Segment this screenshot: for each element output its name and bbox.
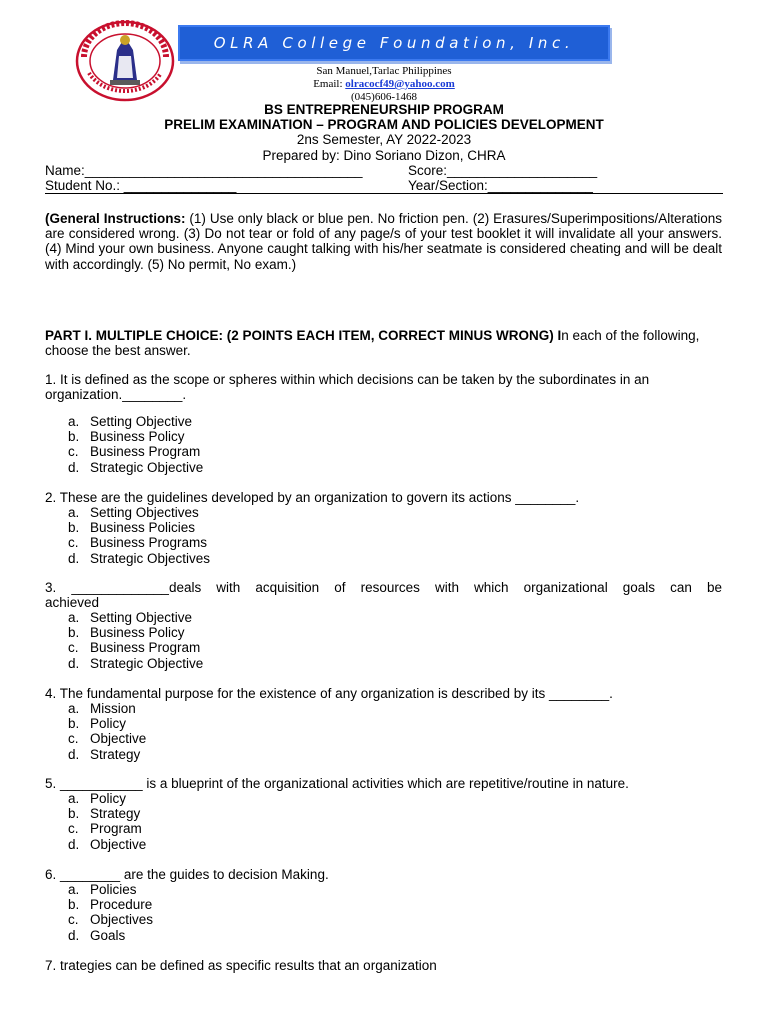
option-label: Program	[90, 821, 142, 837]
option[interactable]	[68, 460, 203, 475]
option-letter: b.	[68, 897, 80, 913]
option-letter: c.	[68, 640, 79, 656]
option-label: Mission	[90, 701, 136, 716]
program-title: BS ENTREPRENEURSHIP PROGRAM	[264, 102, 504, 117]
question-2: 2. These are the guidelines developed by an organization to govern its actions ________.	[45, 490, 580, 505]
option-letter: b.	[68, 806, 80, 822]
option-label: Objectives	[90, 912, 154, 928]
option-label: Strategy	[90, 806, 141, 822]
option[interactable]	[68, 414, 203, 429]
option[interactable]	[68, 897, 153, 912]
option-label: Strategic Objectives	[90, 550, 211, 566]
exam-title: PRELIM EXAMINATION – PROGRAM AND POLICIES DEVELOPMENT	[164, 117, 604, 132]
option-label: Setting Objective	[90, 610, 193, 625]
option-letter: a.	[68, 701, 80, 716]
question-1-options	[68, 414, 203, 475]
college-name: OLRA College Foundation, Inc.	[213, 34, 575, 52]
option[interactable]	[68, 882, 153, 897]
option-label: Policy	[90, 791, 127, 806]
option-letter: d.	[68, 459, 80, 475]
question-3-line-2: achieved	[45, 595, 100, 610]
phone: (045)606-1468	[351, 91, 417, 103]
question-5: 5. ___________ is a blueprint of the organizational activities which are repetitive/routine in nature.	[45, 776, 629, 791]
option-label: Policy	[90, 716, 127, 732]
name-field[interactable]: Name:_____________________________________	[45, 163, 363, 178]
option[interactable]	[68, 551, 210, 566]
option-letter: b.	[68, 625, 80, 641]
option[interactable]	[68, 791, 146, 806]
option-letter: a.	[68, 505, 80, 520]
option[interactable]	[68, 806, 146, 821]
question-6: 6. ________ are the guides to decision Making.	[45, 867, 329, 882]
option-letter: c.	[68, 731, 79, 747]
prepared-by: Prepared by: Dino Soriano Dizon, CHRA	[262, 148, 506, 163]
option-label: Policies	[90, 882, 137, 897]
question-4: 4. The fundamental purpose for the existence of any organization is described by its ________.	[45, 686, 613, 701]
option[interactable]	[68, 821, 146, 836]
option-label: Business Programs	[90, 535, 208, 551]
year-section-field[interactable]: Year/Section:______________	[408, 178, 593, 193]
option[interactable]	[68, 716, 146, 731]
question-1: 1. It is defined as the scope or spheres within which decisions can be taken by the subordinates in an organization.________.	[45, 372, 650, 403]
part1-heading	[45, 328, 722, 358]
option-letter: d.	[68, 550, 80, 566]
header-divider	[45, 193, 723, 194]
option-letter: a.	[68, 610, 80, 625]
option[interactable]	[68, 928, 153, 943]
option-letter: b.	[68, 716, 80, 732]
option-label: Setting Objective	[90, 414, 193, 429]
option[interactable]	[68, 747, 146, 762]
instructions-text: (1) Use only black or blue pen. No friction pen. (2) Erasures/Superimpositions/Alterations are considered wrong. (3) Do not tear or fold of any page/s of your test booklet it will invalidate all your answers. (4) Mind your own business. Anyone caught talking with his/her seatmate is considered cheating and will be dealt with accordingly. (5) No permit, No exam.)	[45, 211, 722, 272]
option[interactable]	[68, 731, 146, 746]
option[interactable]	[68, 837, 146, 852]
question-2-options	[68, 505, 210, 566]
option-label: Procedure	[90, 897, 153, 913]
option-letter: a.	[68, 882, 80, 897]
semester: 2ns Semester, AY 2022-2023	[296, 132, 472, 147]
option-letter: d.	[68, 655, 80, 671]
email-line	[250, 78, 518, 91]
option-letter: c.	[68, 444, 79, 460]
option[interactable]	[68, 610, 203, 625]
question-4-options	[68, 701, 146, 762]
part1-title: PART I. MULTIPLE CHOICE: (2 POINTS EACH ITEM, CORRECT MINUS WRONG) I	[45, 328, 562, 343]
email-label: Email:	[313, 78, 346, 90]
option-letter: c.	[68, 912, 79, 928]
score-field[interactable]: Score:____________________	[408, 163, 598, 178]
option[interactable]	[68, 444, 203, 459]
address: San Manuel,Tarlac Philippines	[316, 65, 452, 77]
general-instructions	[45, 211, 722, 272]
option[interactable]	[68, 505, 210, 520]
question-3-line-1: 3. _____________deals with acquisition of resources with which organizational goals can be	[45, 580, 722, 595]
option-letter: d.	[68, 746, 80, 762]
option-label: Business Policy	[90, 429, 185, 445]
question-6-options	[68, 882, 153, 943]
question-3-options	[68, 610, 203, 671]
option[interactable]	[68, 912, 153, 927]
option-label: Business Program	[90, 640, 201, 656]
option[interactable]	[68, 701, 146, 716]
option-letter: d.	[68, 927, 80, 943]
option-letter: b.	[68, 520, 80, 536]
option[interactable]	[68, 520, 210, 535]
option-label: Business Policy	[90, 625, 185, 641]
option-letter: a.	[68, 791, 80, 806]
option[interactable]	[68, 640, 203, 655]
option-letter: a.	[68, 414, 80, 429]
college-name-banner	[178, 25, 610, 61]
option-label: Strategic Objective	[90, 459, 204, 475]
option-label: Objective	[90, 836, 147, 852]
option-label: Business Program	[90, 444, 201, 460]
option-letter: c.	[68, 535, 79, 551]
option-label: Goals	[90, 927, 126, 943]
option-letter: b.	[68, 429, 80, 445]
option[interactable]	[68, 656, 203, 671]
option-label: Business Policies	[90, 520, 196, 536]
option-label: Strategy	[90, 746, 141, 762]
question-5-options	[68, 791, 146, 852]
option[interactable]	[68, 625, 203, 640]
option-label: Setting Objectives	[90, 505, 199, 520]
option-letter: d.	[68, 836, 80, 852]
college-seal-logo	[75, 20, 175, 102]
email-link[interactable]: olracocf49@yahoo.com	[345, 78, 455, 90]
option[interactable]	[68, 535, 210, 550]
part1-text: n each of the following, choose the best answer.	[45, 328, 700, 359]
option-label: Objective	[90, 731, 147, 747]
student-no-field[interactable]: Student No.: _______________	[45, 178, 237, 193]
option-label: Strategic Objective	[90, 655, 204, 671]
option[interactable]	[68, 429, 203, 444]
instructions-label: (General Instructions:	[45, 211, 186, 226]
option-letter: c.	[68, 821, 79, 837]
question-7: 7. trategies can be defined as specific results that an organization	[45, 958, 437, 973]
